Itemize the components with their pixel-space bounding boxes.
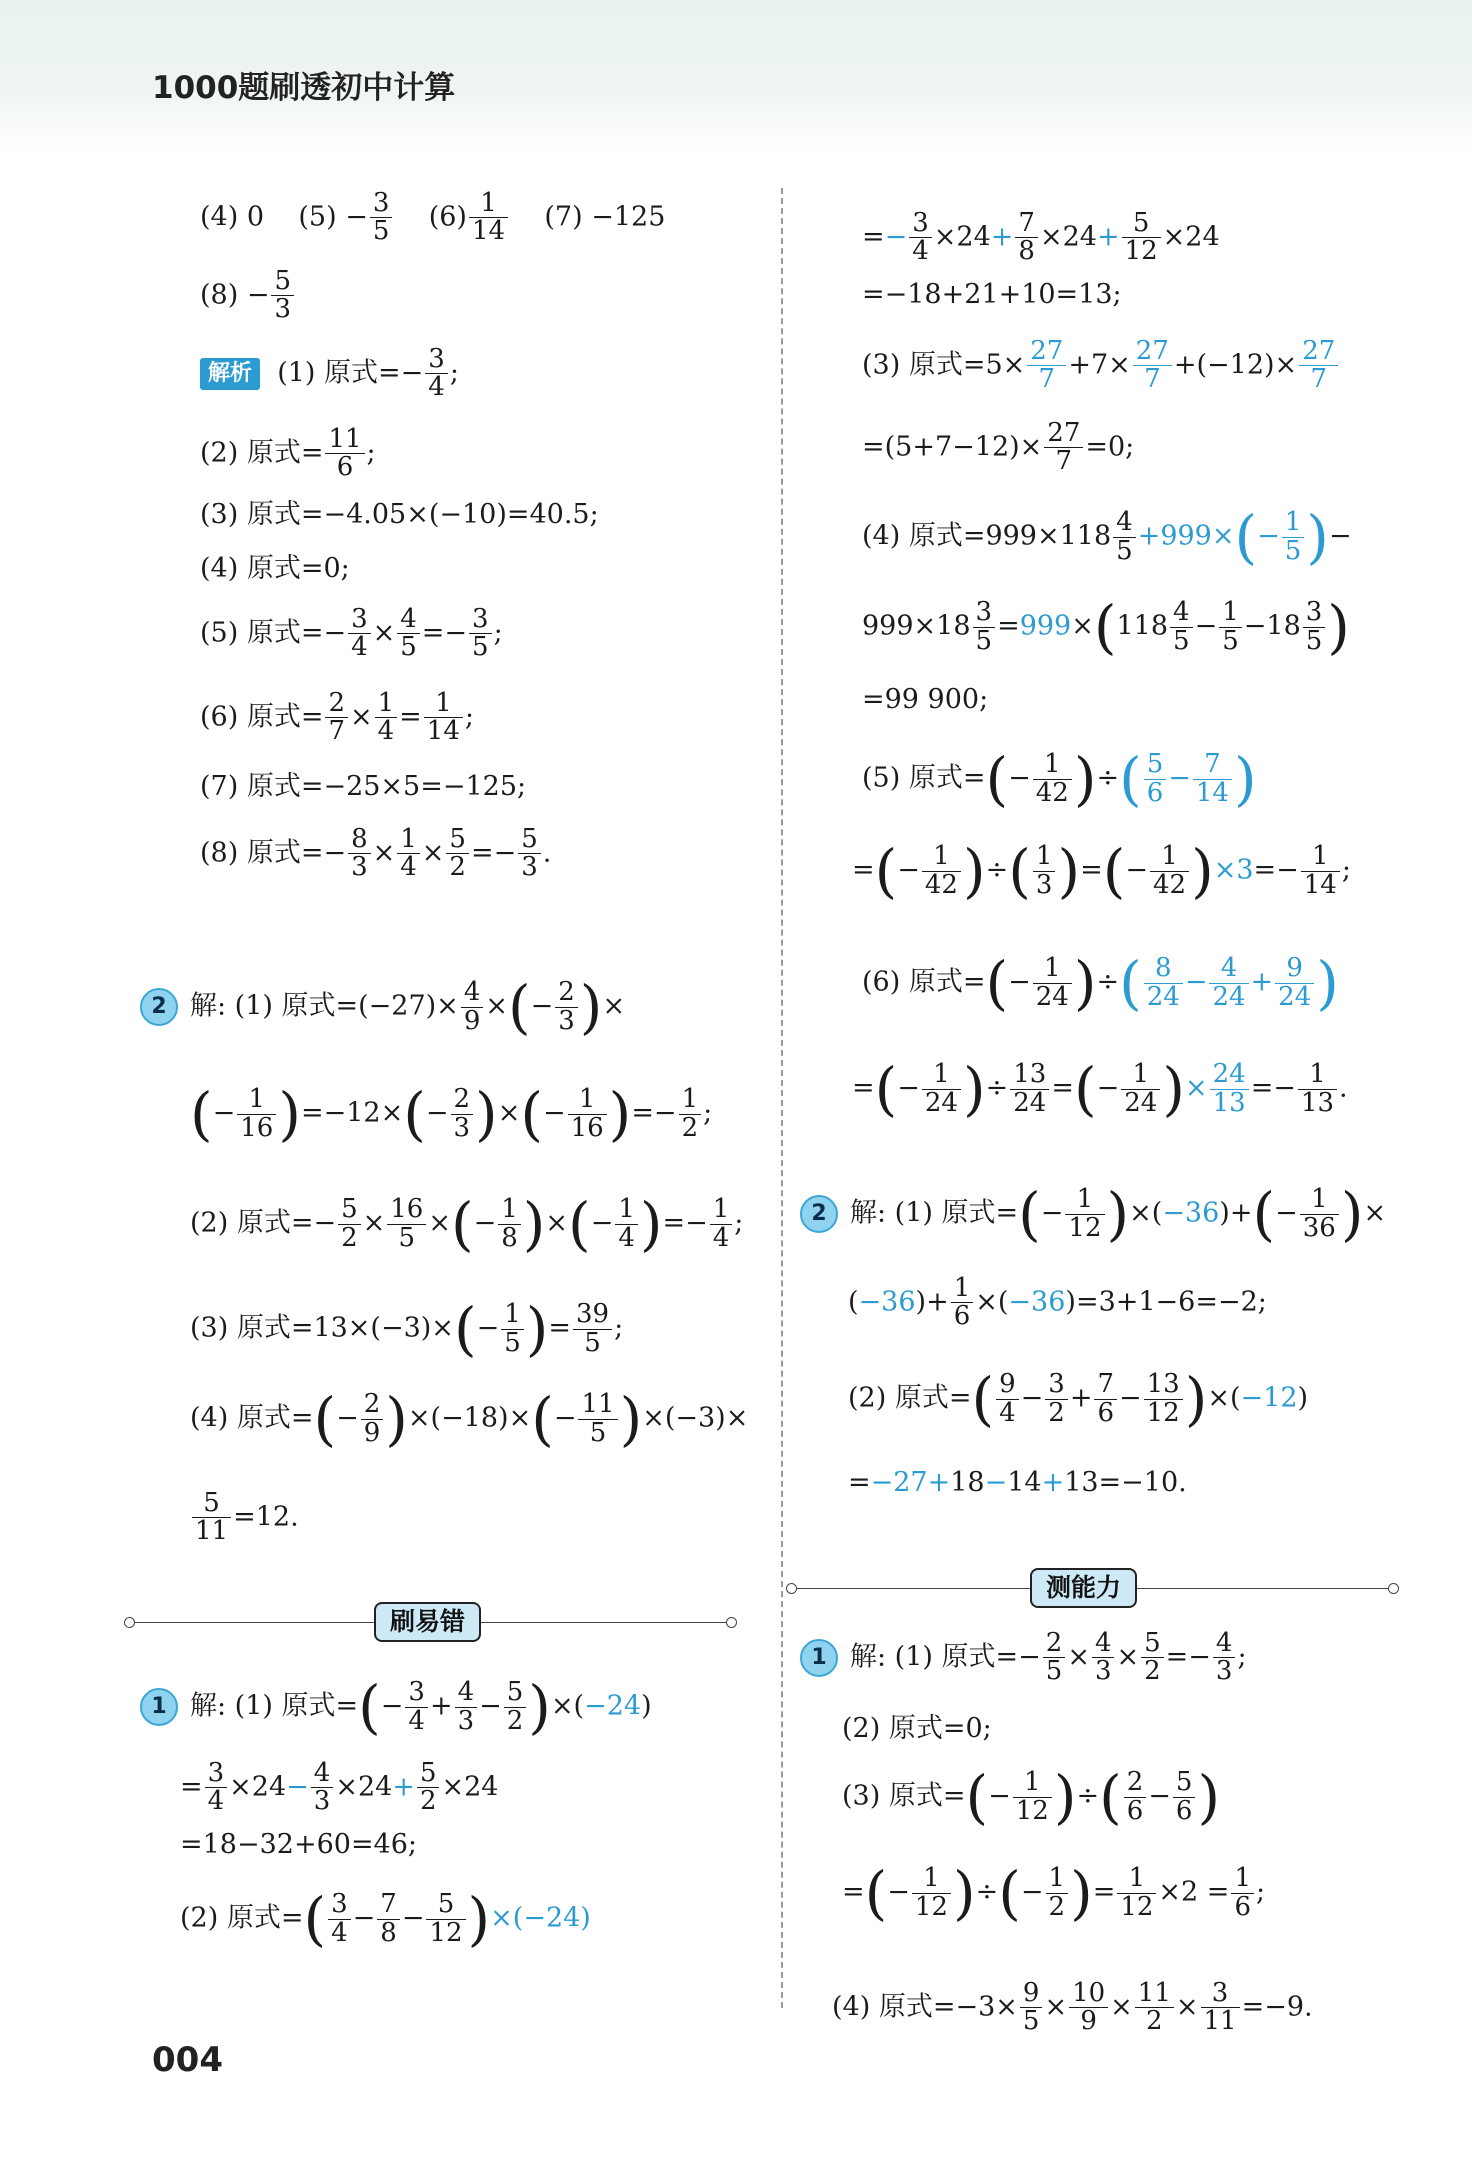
- question-2-part-3: (3) 原式=13×(−3)×(− $\frac{1}{5}$ )= $\frac{39}{5}$ ;: [190, 1295, 624, 1363]
- r-question-2-part-2-result: =−27+18−14+13=−10.: [848, 1467, 1187, 1498]
- ability-question-1-line-1: 1 解: (1) 原式=− $\frac{2}{5}$ × $\frac{4}{3}$ × $\frac{5}{2}$ =− $\frac{4}{3}$ ;: [800, 1630, 1247, 1680]
- analysis-p5: (5) 原式=− $\frac{3}{4}$ × $\frac{4}{5}$ =− $\frac{3}{5}$ ;: [200, 604, 503, 663]
- r-question-2-line-1: 2 解: (1) 原式=(− $\frac{1}{12}$ )×(−36)+(− $\frac{1}{36}$ )×: [800, 1185, 1386, 1235]
- r-line-6: 999×18 $\frac{3}{5}$ =999×(118 $\frac{4}{5}$ − $\frac{1}{5}$ −18 $\frac{3}{5}$ ): [862, 593, 1350, 661]
- r-line-8: (5) 原式=(− $\frac{1}{42}$ )÷( $\frac{5}{6}$ − $\frac{7}{14}$ ): [862, 745, 1257, 813]
- error-question-1-line-2: = $\frac{3}{4}$ ×24− $\frac{4}{3}$ ×24+ $\frac{5}{2}$ ×24: [180, 1758, 499, 1817]
- analysis-p3: (3) 原式=−4.05×(−10)=40.5;: [200, 499, 599, 530]
- question-number-badge: 2: [140, 988, 178, 1026]
- ability-question-1-part-3-result: =(− $\frac{1}{12}$ )÷(− $\frac{1}{2}$ )= $\frac{1}{12}$ ×2 = $\frac{1}{6}$ ;: [842, 1859, 1266, 1927]
- r-line-9: =(− $\frac{1}{42}$ )÷( $\frac{1}{3}$ )=(− $\frac{1}{42}$ )×3=− $\frac{1}{14}$ ;: [852, 837, 1351, 905]
- r-line-5: (4) 原式=999×118 $\frac{4}{5}$ +999×(− $\frac{1}{5}$ )−: [862, 503, 1352, 571]
- r-line-11: =(− $\frac{1}{24}$ )÷ $\frac{13}{24}$ =(− $\frac{1}{24}$ )× $\frac{24}{13}$ =− $\frac{1}{13}$ .: [852, 1055, 1348, 1123]
- fraction: $\frac{1}{14}$: [469, 190, 508, 246]
- error-question-1-line-3: =18−32+60=46;: [180, 1829, 418, 1860]
- question-2-part-4: (4) 原式=(− $\frac{2}{9}$ )×(−18)×(− $\frac{11}{5}$ )×(−3)×: [190, 1385, 749, 1453]
- question-2-line-2: (− $\frac{1}{16}$ )=−12×(− $\frac{2}{3}$ )×(− $\frac{1}{16}$ )=− $\frac{1}{2}$ ;: [190, 1080, 713, 1148]
- question-number-badge: 2: [800, 1195, 838, 1233]
- column-divider: [781, 188, 783, 2008]
- ability-question-1-part-4: (4) 原式=−3× $\frac{9}{5}$ × $\frac{10}{9}$ × $\frac{11}{2}$ × $\frac{3}{11}$ =−9.: [832, 1978, 1313, 2037]
- ability-question-1-part-3: (3) 原式=(− $\frac{1}{12}$ )÷( $\frac{2}{6}$ − $\frac{5}{6}$ ): [842, 1763, 1221, 1831]
- error-question-1-part-2: (2) 原式=( $\frac{3}{4}$ − $\frac{7}{8}$ − $\frac{5}{12}$ )×(−24): [180, 1885, 591, 1953]
- r-line-4: =(5+7−12)× $\frac{27}{7}$ =0;: [862, 418, 1135, 477]
- page-number: 004: [152, 2040, 223, 2080]
- right-column: [811, 208, 1442, 2090]
- book-title: 1000题刷透初中计算: [152, 70, 456, 106]
- analysis-tag: 解析: [200, 358, 260, 390]
- analysis-p4: (4) 原式=0;: [200, 553, 350, 584]
- question-number-badge: 1: [800, 1639, 838, 1677]
- analysis-p8: (8) 原式=− $\frac{8}{3}$ × $\frac{1}{4}$ × $\frac{5}{2}$ =− $\frac{5}{3}$ .: [200, 824, 552, 883]
- r-line-2: =−18+21+10=13;: [862, 279, 1122, 310]
- section-ability-label: 测能力: [1030, 1568, 1137, 1608]
- ability-question-1-part-2: (2) 原式=0;: [842, 1713, 992, 1744]
- question-number-badge: 1: [140, 1688, 178, 1726]
- r-line-7: =99 900;: [862, 684, 989, 715]
- answer-line-2: (8) − $\frac{5}{3}$: [200, 268, 296, 318]
- section-ability-header: [790, 1568, 1395, 1608]
- fraction: $\frac{3}{5}$: [370, 190, 393, 246]
- r-question-2-part-2: (2) 原式=( $\frac{9}{4}$ − $\frac{3}{2}$ + $\frac{7}{6}$ − $\frac{13}{12}$ )×(−12): [848, 1365, 1309, 1433]
- question-2-line-1: 2 解: (1) 原式=(−27)× $\frac{4}{9}$ ×(− $\frac{2}{3}$ )×: [140, 978, 625, 1028]
- r-line-3: (3) 原式=5× $\frac{27}{7}$ +7× $\frac{27}{7}$ +(−12)× $\frac{27}{7}$: [862, 338, 1340, 388]
- analysis-p7: (7) 原式=−25×5=−125;: [200, 771, 527, 802]
- r-question-2-line-2: (−36)+ $\frac{1}{6}$ ×(−36)=3+1−6=−2;: [848, 1273, 1267, 1332]
- section-error-label: 刷易错: [374, 1602, 481, 1642]
- analysis-p2: (2) 原式= $\frac{11}{6}$ ;: [200, 424, 376, 483]
- question-2-part-2: (2) 原式=− $\frac{5}{2}$ × $\frac{16}{5}$ ×(− $\frac{1}{8}$ )×(− $\frac{1}{4}$ )=− $\frac{1}{4}$ ;: [190, 1190, 744, 1258]
- analysis-p6: (6) 原式= $\frac{2}{7}$ × $\frac{1}{4}$ = $\frac{1}{14}$ ;: [200, 688, 474, 747]
- answer-line-1: (4) 0 (5) − $\frac{3}{5}$ (6) $\frac{1}{14}$ (7) −125: [200, 188, 666, 247]
- analysis-p1: 解析 (1) 原式=− $\frac{3}{4}$ ;: [200, 346, 459, 396]
- r-line-1: =− $\frac{3}{4}$ ×24+ $\frac{7}{8}$ ×24+ $\frac{5}{12}$ ×24: [862, 208, 1220, 267]
- error-question-1-line-1: 1 解: (1) 原式=(− $\frac{3}{4}$ + $\frac{4}{3}$ − $\frac{5}{2}$ )×(−24): [140, 1678, 652, 1728]
- section-error-header: [128, 1602, 733, 1642]
- fraction: $\frac{5}{3}$: [271, 268, 294, 324]
- r-line-10: (6) 原式=(− $\frac{1}{24}$ )÷( $\frac{8}{24}$ − $\frac{4}{24}$ + $\frac{9}{24}$ ): [862, 949, 1339, 1017]
- question-2-part-4-end: $\frac{5}{11}$ =12.: [190, 1490, 299, 1540]
